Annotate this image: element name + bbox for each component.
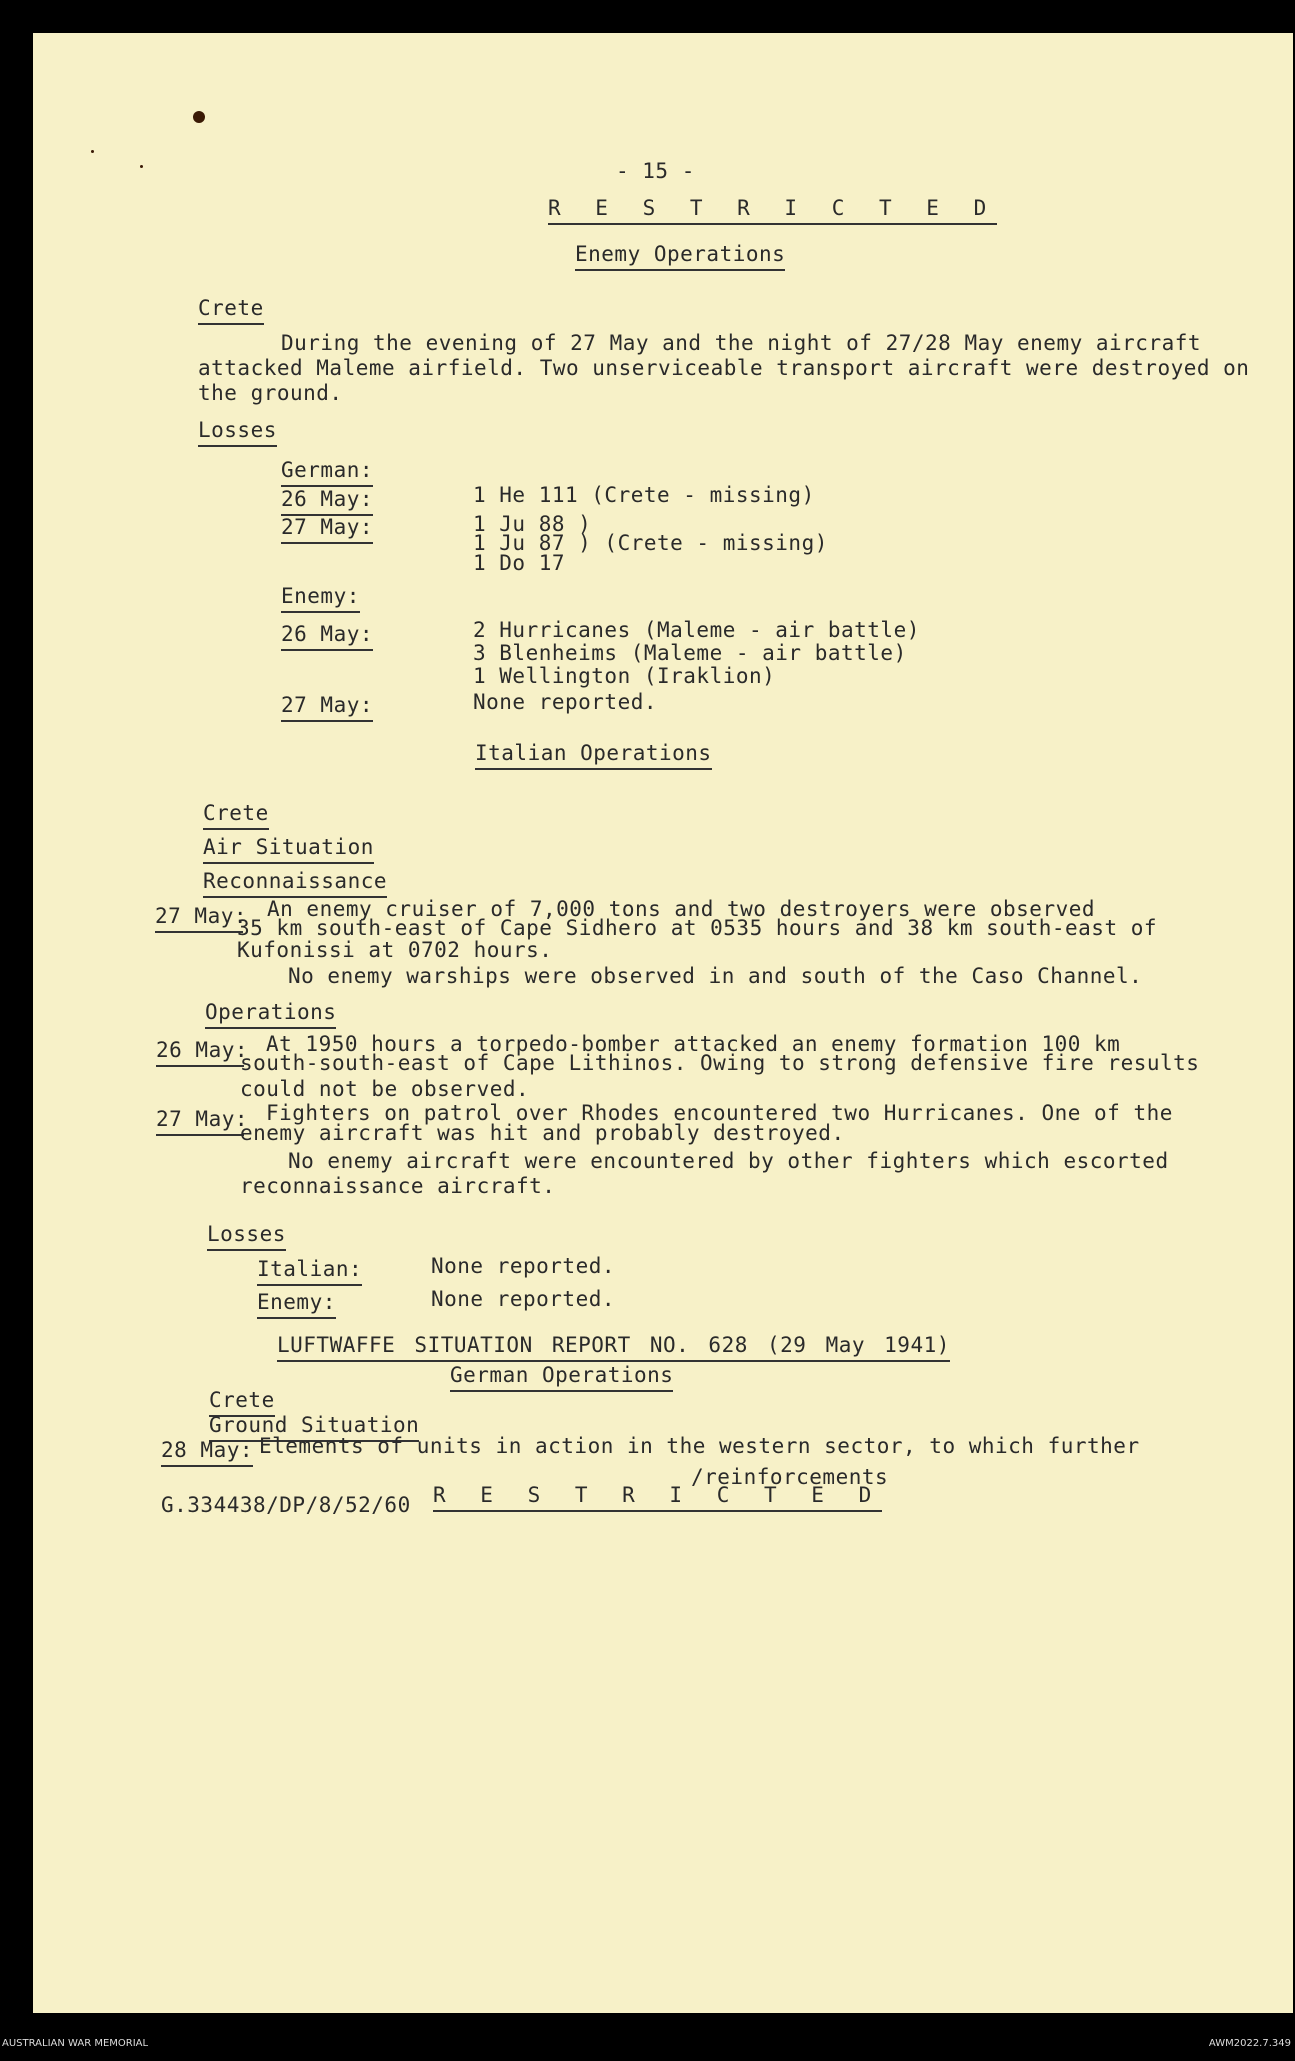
loss-item: 2 Hurricanes (Maleme - air battle): [473, 618, 920, 642]
label-enemy: Enemy:: [281, 586, 360, 613]
date-recon-27-may: 27 May:: [155, 906, 243, 933]
subheading-crete: Crete: [198, 298, 264, 325]
classification-header: R E S T R I C T E D: [548, 198, 997, 225]
section-heading-german-operations: German Operations: [450, 1365, 673, 1392]
loss-item: 1 Ju 87 ) (Crete - missing): [473, 531, 828, 555]
subheading-reconnaissance: Reconnaissance: [203, 871, 387, 898]
section-heading-enemy-operations: Enemy Operations: [575, 244, 785, 271]
date-ground-28-may: 28 May:: [161, 1440, 253, 1467]
report-title: LUFTWAFFE SITUATION REPORT NO. 628 (29 May 1941): [277, 1335, 950, 1362]
date-enemy-26-may: 26 May:: [281, 624, 373, 651]
label-german: German:: [281, 460, 373, 487]
ops-line: Fighters on patrol over Rhodes encountered two Hurricanes. One of the: [266, 1101, 1173, 1125]
subheading-crete: Crete: [209, 1390, 275, 1417]
loss-item: 1 Do 17: [473, 551, 566, 575]
ops-line: At 1950 hours a torpedo-bomber attacked an enemy formation 100 km: [266, 1032, 1121, 1056]
page-number: - 15 -: [616, 159, 695, 183]
ops-line: south-south-east of Cape Lithinos. Owing to strong defensive fire results: [240, 1051, 1200, 1075]
loss-item: 1 Ju 88 ): [473, 512, 592, 536]
date-ops-26-may: 26 May:: [156, 1040, 244, 1067]
ground-text: Elements of units in action in the western sector, to which further: [259, 1434, 1140, 1458]
label-italian: Italian:: [257, 1259, 362, 1286]
ink-stain: [193, 111, 205, 123]
date-german-27-may: 27 May:: [281, 517, 373, 544]
ink-dot: [140, 165, 143, 168]
ops-line: No enemy aircraft were encountered by other fighters which escorted: [288, 1149, 1169, 1173]
date-enemy-27-may: 27 May:: [281, 695, 373, 722]
subheading-losses: Losses: [198, 420, 277, 447]
document-page: [33, 33, 1293, 2013]
none-reported: None reported.: [431, 1287, 616, 1311]
reference-number: G.334438/DP/8/52/60: [161, 1493, 411, 1517]
date-ops-27-may: 27 May:: [156, 1109, 244, 1136]
ops-line: reconnaissance aircraft.: [240, 1174, 556, 1198]
classification-footer: R E S T R I C T E D: [433, 1485, 882, 1512]
loss-item: 1 He 111 (Crete - missing): [473, 483, 815, 507]
recon-paragraph: No enemy warships were observed in and south of the Caso Channel.: [288, 964, 1143, 988]
label-enemy: Enemy:: [257, 1292, 336, 1319]
date-german-26-may: 26 May:: [281, 489, 373, 516]
recon-line: Kufonissi at 0702 hours.: [237, 938, 553, 962]
subheading-crete: Crete: [203, 803, 269, 830]
subheading-air-situation: Air Situation: [203, 837, 374, 864]
subheading-losses: Losses: [207, 1224, 286, 1251]
none-reported: None reported.: [473, 690, 658, 714]
loss-item: 1 Wellington (Iraklion): [473, 664, 776, 688]
ink-dot: [91, 150, 94, 153]
continuation-word: /reinforcements: [691, 1465, 889, 1489]
subheading-operations: Operations: [205, 1002, 336, 1029]
subheading-ground-situation: Ground Situation: [209, 1415, 419, 1442]
recon-line: An enemy cruiser of 7,000 tons and two destroyers were observed: [267, 897, 1096, 921]
crete-paragraph: During the evening of 27 May and the night of 27/28 May enemy aircraft attacked Maleme airfield. Two unserviceable transport aircraft were destroyed on the ground.: [198, 331, 1250, 405]
ops-line: could not be observed.: [240, 1077, 530, 1101]
archive-footer-right: AWM2022.7.349: [1208, 2038, 1291, 2049]
ops-line: enemy aircraft was hit and probably destroyed.: [240, 1121, 845, 1145]
archive-footer-left: AUSTRALIAN WAR MEMORIAL: [2, 2038, 149, 2049]
recon-line: 35 km south-east of Cape Sidhero at 0535 hours and 38 km south-east of: [237, 916, 1158, 940]
none-reported: None reported.: [431, 1254, 616, 1278]
loss-item: 3 Blenheims (Maleme - air battle): [473, 641, 907, 665]
section-heading-italian-operations: Italian Operations: [475, 743, 712, 770]
